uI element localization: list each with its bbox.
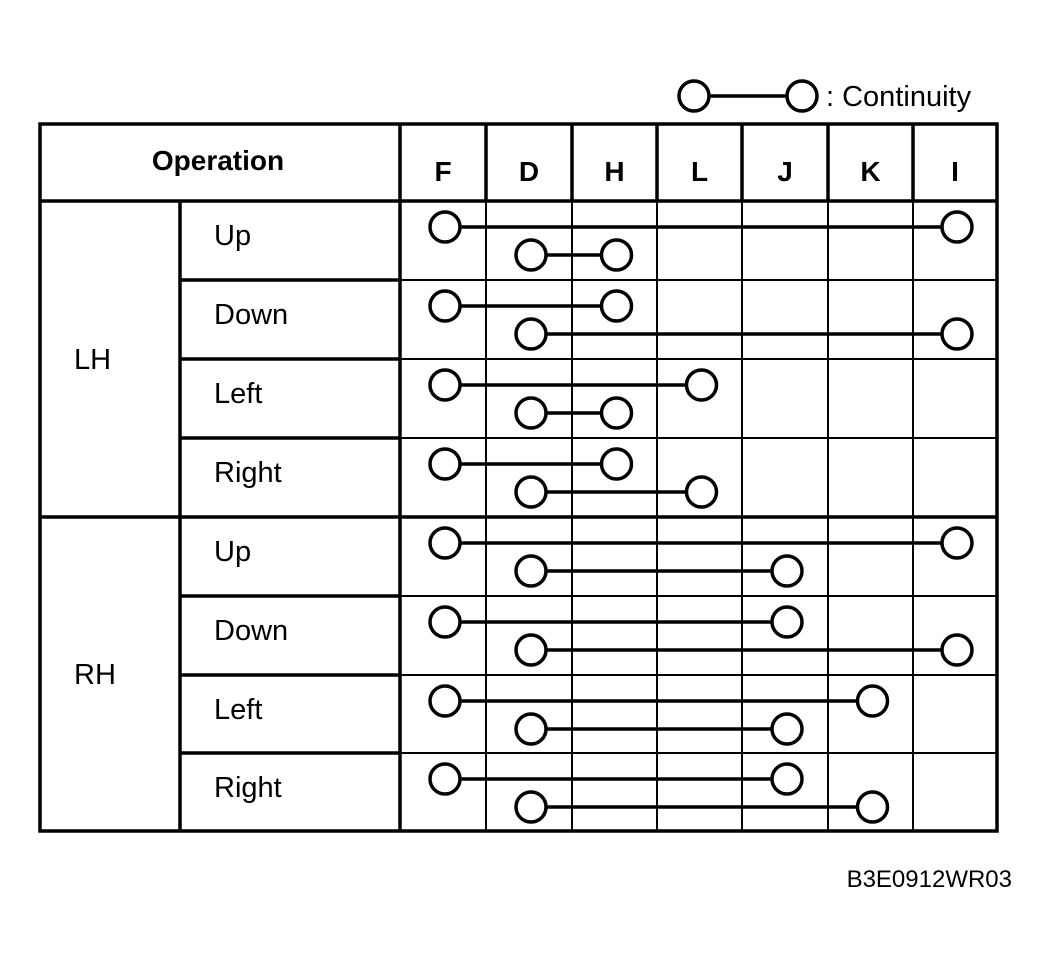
terminal-circle-d	[516, 398, 546, 428]
terminal-headers	[434, 156, 958, 187]
terminal-circle-d	[516, 792, 546, 822]
operation-label-rh-right: Right	[214, 772, 282, 804]
terminal-circle-h	[602, 398, 632, 428]
terminal-circle-i	[942, 212, 972, 242]
legend-terminal-right	[787, 81, 817, 111]
terminal-circle-d	[516, 477, 546, 507]
legend	[679, 81, 972, 113]
continuity-link	[516, 714, 802, 744]
continuity-link	[430, 370, 717, 400]
terminal-circle-l	[687, 370, 717, 400]
terminal-circle-i	[942, 319, 972, 349]
legend-label: : Continuity	[826, 81, 972, 113]
terminal-circle-k	[858, 792, 888, 822]
side-label-rh: RH	[74, 659, 116, 691]
operation-label-lh-down: Down	[214, 299, 289, 331]
terminal-circle-d	[516, 635, 546, 665]
operation-label-rh-left: Left	[214, 694, 263, 726]
terminal-circle-f	[430, 370, 460, 400]
side-label-lh: LH	[74, 344, 112, 376]
terminal-header-j: J	[777, 156, 793, 187]
terminal-circle-f	[430, 449, 460, 479]
continuity-link	[516, 240, 632, 270]
operation-label-lh-left: Left	[214, 378, 263, 410]
continuity-link	[430, 528, 972, 558]
continuity-link	[516, 556, 802, 586]
terminal-circle-l	[687, 477, 717, 507]
terminal-circle-f	[430, 686, 460, 716]
terminal-circle-f	[430, 764, 460, 794]
operation-label-rh-up: Up	[214, 536, 252, 568]
continuity-link	[430, 212, 972, 242]
terminal-circle-d	[516, 319, 546, 349]
terminal-circle-h	[602, 291, 632, 321]
terminal-circle-f	[430, 528, 460, 558]
operation-label-lh-up: Up	[214, 220, 252, 252]
continuity-link	[516, 319, 972, 349]
terminal-header-h: H	[604, 156, 625, 187]
terminal-circle-d	[516, 556, 546, 586]
terminal-circle-i	[942, 635, 972, 665]
terminal-circle-h	[602, 240, 632, 270]
terminal-circle-f	[430, 607, 460, 637]
terminal-circle-i	[942, 528, 972, 558]
terminal-circle-f	[430, 291, 460, 321]
terminal-circle-j	[772, 764, 802, 794]
table-header	[152, 145, 959, 187]
continuity-link	[516, 398, 632, 428]
terminal-header-l: L	[690, 156, 709, 187]
continuity-link	[430, 449, 632, 479]
continuity-link	[430, 686, 888, 716]
operation-label-rh-down: Down	[214, 615, 289, 647]
terminal-circle-j	[772, 556, 802, 586]
terminal-circle-k	[858, 686, 888, 716]
terminal-circle-j	[772, 607, 802, 637]
terminal-circle-h	[602, 449, 632, 479]
terminal-circle-d	[516, 240, 546, 270]
continuity-link	[516, 477, 717, 507]
terminal-header-i: I	[951, 156, 959, 187]
terminal-circle-f	[430, 212, 460, 242]
legend-terminal-left	[679, 81, 709, 111]
terminal-header-d: D	[518, 156, 540, 187]
continuity-link	[430, 291, 632, 321]
figure-code: B3E0912WR03	[846, 866, 1012, 893]
terminal-header-k: K	[860, 156, 881, 187]
operation-label-lh-right: Right	[214, 457, 282, 489]
terminal-header-f: F	[434, 156, 452, 187]
terminal-circle-j	[772, 714, 802, 744]
terminal-circle-d	[516, 714, 546, 744]
operation-header: Operation	[151, 145, 285, 176]
continuity-link	[516, 635, 972, 665]
